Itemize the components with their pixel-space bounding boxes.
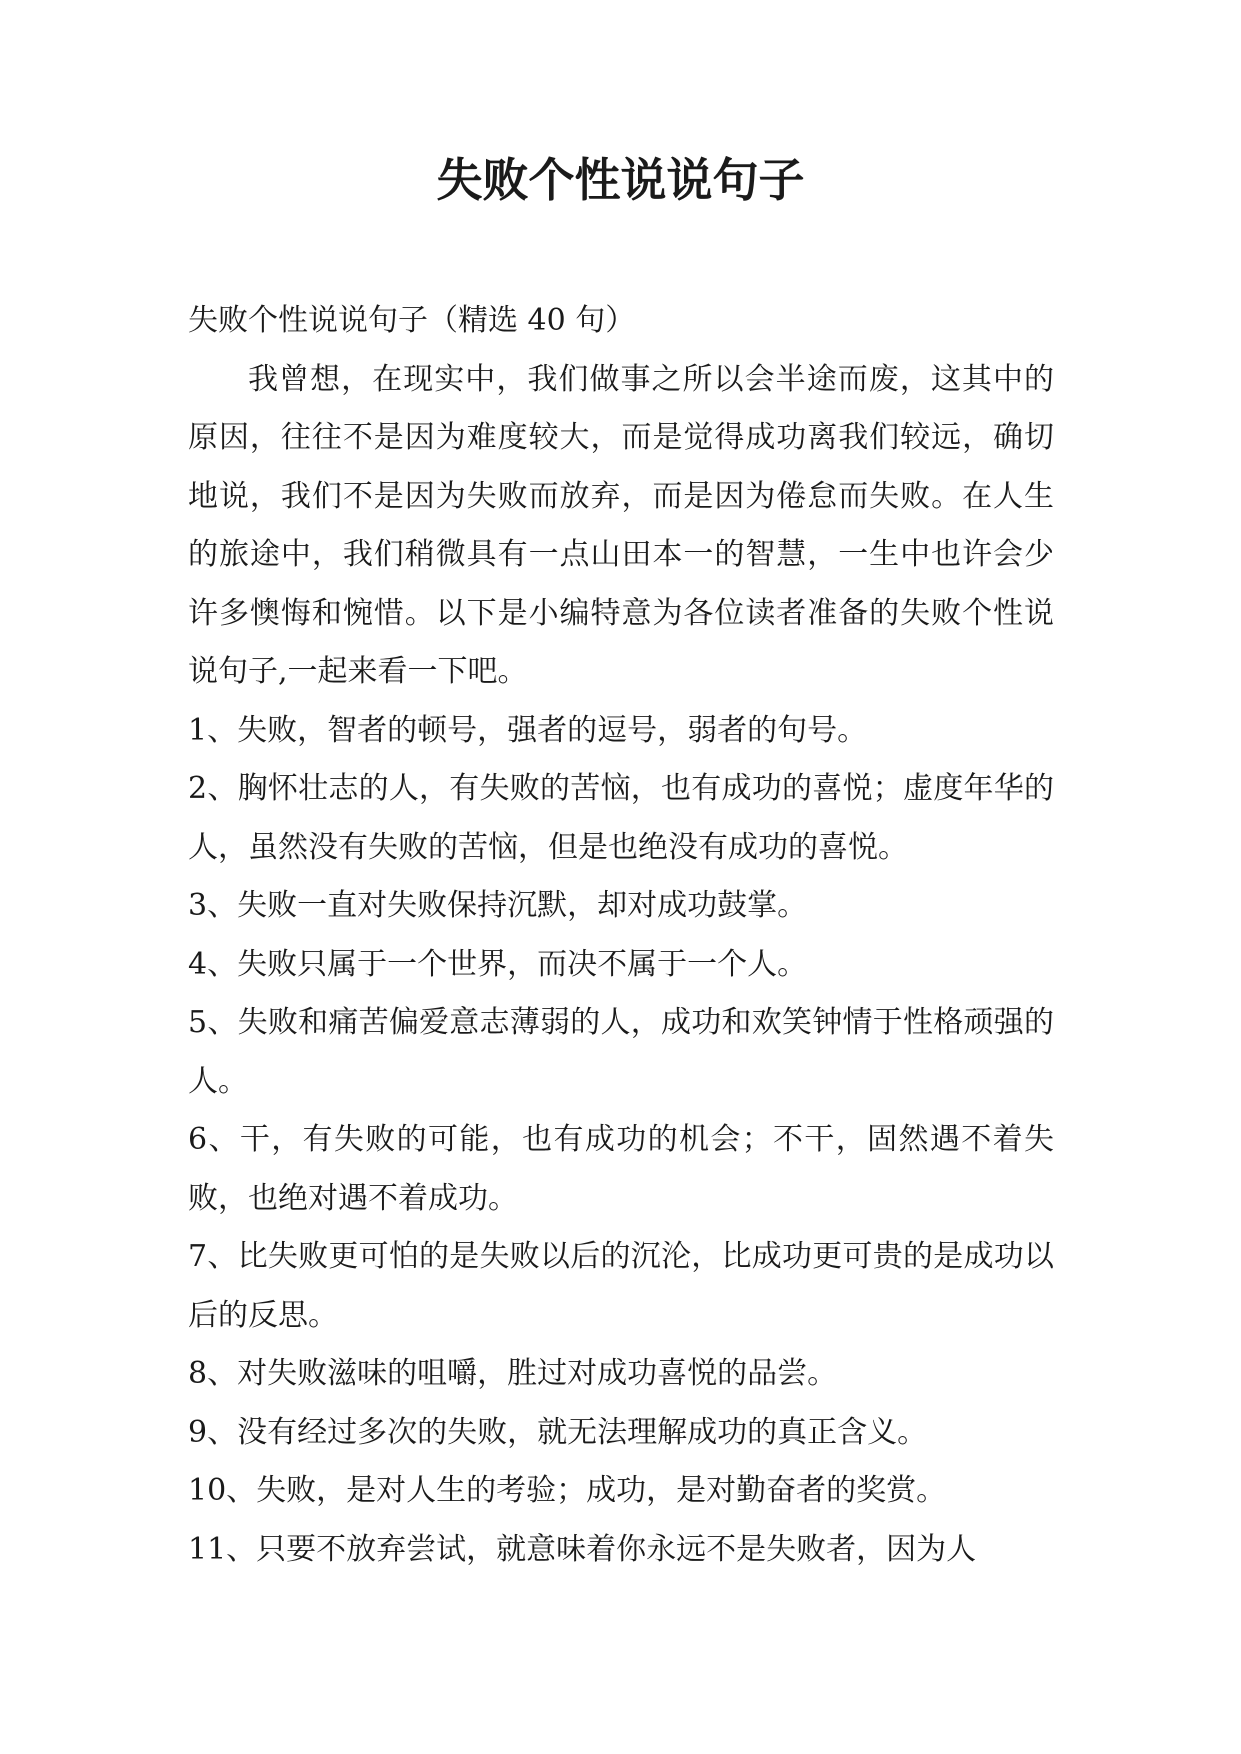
list-item: 3、失败一直对失败保持沉默，却对成功鼓掌。	[188, 888, 808, 923]
list-item: 9、没有经过多次的失败，就无法理解成功的真正含义。	[188, 1414, 928, 1450]
list-item: 6、干，有失败的可能，也有成功的机会；不干，固然遇不着失败，也绝对遇不着成功。	[188, 1122, 1054, 1216]
list-item: 2、胸怀壮志的人，有失败的苦恼，也有成功的喜悦；虚度年华的人，虽然没有失败的苦恼，但是也绝没有成功的喜悦。	[188, 771, 1054, 865]
list-item: 11、只要不放弃尝试，就意味着你永远不是失败者，因为人	[188, 1531, 977, 1567]
list-item: 7、比失败更可怕的是失败以后的沉沦，比成功更可贵的是成功以后的反思。	[188, 1239, 1054, 1333]
list-item: 10、失败，是对人生的考验；成功，是对勤奋者的奖赏。	[188, 1473, 947, 1508]
subtitle-line: 失败个性说说句子（精选 40 句）	[188, 303, 636, 338]
document-body	[188, 292, 1054, 1579]
page-title: 失败个性说说句子	[436, 153, 805, 207]
list-item: 8、对失败滋味的咀嚼，胜过对成功喜悦的品尝。	[188, 1356, 838, 1391]
list-item: 5、失败和痛苦偏爱意志薄弱的人，成功和欢笑钟情于性格顽强的人。	[188, 1005, 1054, 1099]
list-item: 1、失败，智者的顿号，强者的逗号，弱者的句号。	[188, 712, 868, 748]
list-item: 4、失败只属于一个世界，而决不属于一个人。	[188, 946, 808, 982]
intro-paragraph: 我曾想，在现实中，我们做事之所以会半途而废，这其中的原因，往往不是因为难度较大，而是觉得成功离我们较远，确切地说，我们不是因为失败而放弃，而是因为倦怠而失败。在人生的旅途中，我们稍微具有一点山田本一的智慧，一生中也许会少许多懊悔和惋惜。以下是小编特意为各位读者准备的失败个性说说句子,一起来看一下吧。	[188, 361, 1054, 689]
